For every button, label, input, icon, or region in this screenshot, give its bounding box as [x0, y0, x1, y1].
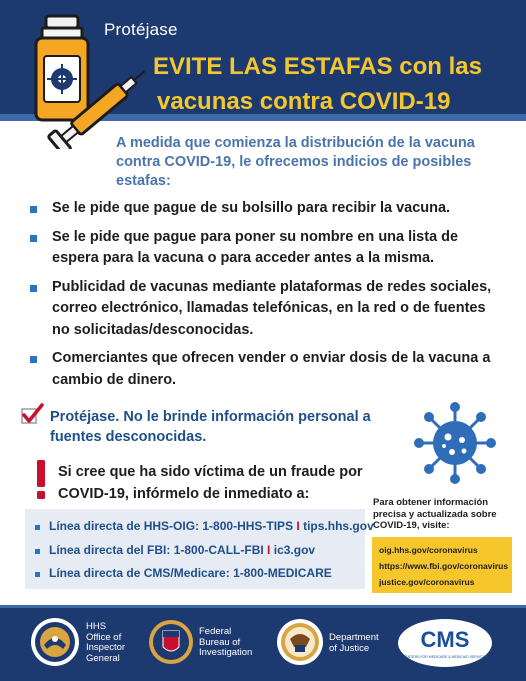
footer-accent-strip [0, 605, 526, 608]
checkmark-icon [20, 403, 44, 427]
info-text: Para obtener información precisa y actualizada sobre COVID-19, visite: [373, 497, 497, 531]
link-fbi[interactable]: https://www.fbi.gov/coronavirus [379, 561, 509, 571]
report-fraud-text: Si cree que ha sido víctima de un fraude por COVID-19, infórmelo de inmediato a: [58, 464, 363, 502]
hotline-label: Línea directa del FBI: [49, 542, 174, 557]
scam-signs-list [30, 198, 500, 398]
coronavirus-icon [404, 397, 506, 489]
fbi-name [199, 627, 252, 659]
bullet-square-icon [35, 525, 40, 530]
list-item [30, 227, 500, 270]
resource-links-box [372, 537, 512, 593]
list-item-text: Se le pide que pague de su bolsillo para recibir la vacuna. [52, 200, 451, 216]
list-item-text: Comerciantes que ofrecen vender o enviar dosis de la vacuna a cambio de dinero. [52, 350, 491, 388]
title-line-1: EVITE LAS ESTAFAS con las [153, 53, 482, 80]
hotline-separator: I [263, 542, 274, 557]
hotline-label: Línea directa de CMS/Medicare: [49, 566, 234, 580]
fbi-line: Federal [199, 626, 232, 637]
hotline-label: Línea directa de HHS-OIG: [49, 519, 203, 533]
header-protejase: Protéjase [104, 20, 178, 39]
hotline-phone[interactable]: 1-800-HHS-TIPS [202, 519, 294, 533]
doj-line: Department [329, 632, 379, 643]
hotline-website[interactable]: ic3.gov [273, 542, 316, 557]
link-oig[interactable]: oig.hhs.gov/coronavirus [379, 545, 478, 555]
doj-line: of Justice [329, 642, 370, 654]
doj-name [329, 633, 379, 654]
oig-line: HHS [86, 621, 107, 632]
oig-line: Inspector [86, 642, 126, 653]
bullet-square-icon [30, 356, 37, 363]
link-justice[interactable]: justice.gov/coronavirus [379, 577, 475, 587]
fbi-seal-icon [148, 617, 194, 667]
vaccine-vial-syringe-icon [28, 14, 148, 149]
list-item [30, 348, 500, 391]
list-item [30, 277, 500, 342]
bullet-square-icon [30, 285, 37, 292]
hotline-separator: I [293, 519, 304, 533]
hotlines-box [25, 509, 374, 589]
cms-logo-subtitle: CENTERS FOR MEDICARE & MEDICAID SERVICES [402, 655, 488, 659]
bullet-square-icon [30, 206, 37, 213]
bullet-square-icon [35, 572, 40, 577]
oig-line: Office of [86, 631, 122, 643]
hotline-website[interactable]: tips.hhs.gov [303, 519, 374, 533]
oig-name [86, 622, 125, 664]
cms-logo [398, 619, 492, 667]
cms-logo-text: CMS [420, 627, 470, 652]
hotline-row [35, 562, 365, 586]
bullet-square-icon [35, 549, 40, 554]
list-item-text: Publicidad de vacunas mediante plataformas de redes sociales, correo electrónico, llamadas telefónicas, en la red o de fuentes no solicitadas/desconocidas. [52, 278, 492, 338]
list-item-text: Se le pide que pague para poner su nombre en una lista de espera para la vacuna o para acceder antes a la misma. [52, 228, 459, 266]
intro-paragraph: A medida que comienza la distribución de la vacuna contra COVID-19, le ofrecemos indicios de posibles estafas: [116, 135, 475, 189]
hhs-oig-seal-icon [30, 617, 80, 667]
bullet-square-icon [30, 235, 37, 242]
fbi-line: Investigation [199, 647, 253, 658]
hotline-phone[interactable]: 1-800-CALL-FBI [173, 542, 264, 557]
fbi-line: Bureau of [199, 636, 241, 648]
footer-bar [0, 605, 526, 681]
tip-text: Protéjase. No le brinde información personal a fuentes desconocidas. [50, 409, 371, 445]
list-item [30, 198, 500, 220]
oig-line: General [86, 652, 120, 664]
doj-seal-icon [276, 617, 324, 667]
hotline-row [35, 539, 365, 563]
title-line-2: vacunas contra COVID-19 [157, 88, 451, 115]
hotline-phone[interactable]: 1-800-MEDICARE [233, 566, 332, 580]
hotline-row [35, 515, 374, 539]
exclamation-icon [34, 460, 48, 500]
